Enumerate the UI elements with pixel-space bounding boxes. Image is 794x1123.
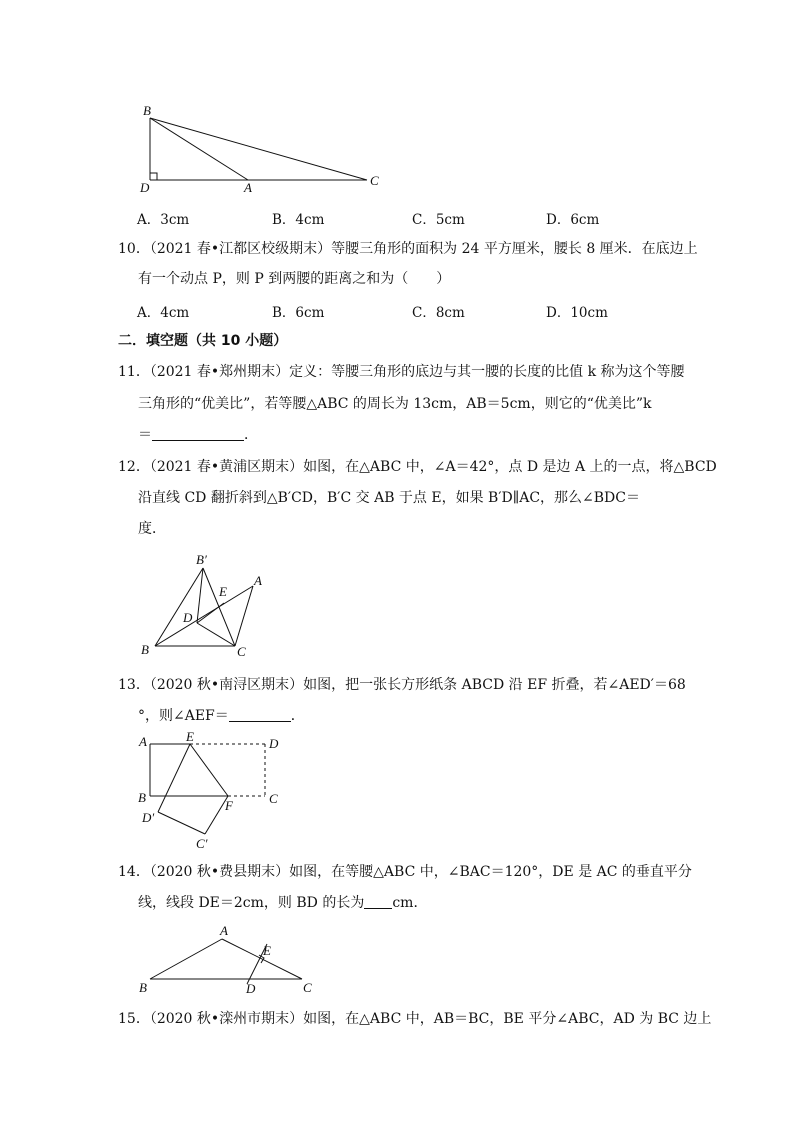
label-A: A [254, 573, 262, 588]
label-B-prime: B′ [196, 552, 207, 567]
label-D: D [246, 981, 256, 996]
label-A: A [220, 923, 228, 938]
label-C: C [303, 980, 312, 995]
q12-line-1: 12．（2021 春•黄浦区期末）如图，在△ABC 中，∠A＝42°，点 D 是边 A 上的一点，将△BCD [118, 459, 717, 475]
q11-line-2: 三角形的“优美比”，若等腰△ABC 的周长为 13cm，AB＝5cm，则它的“优美比”k [138, 396, 652, 412]
figure-q14 [132, 922, 322, 997]
label-B: B [141, 642, 149, 657]
label-D: D [269, 736, 279, 751]
label-A: A [244, 180, 252, 195]
q14-unit: cm． [392, 895, 428, 911]
q11-equals: ＝ [138, 427, 152, 443]
q10-option-c: C．8cm [412, 305, 465, 321]
q14-line-2-prefix: 线，线段 DE＝2cm，则 BD 的长为 [138, 895, 365, 911]
label-E: E [186, 730, 194, 744]
figure-q13 [132, 730, 287, 855]
label-C: C [237, 644, 246, 659]
q11-line-3 [138, 426, 258, 444]
label-B: B [139, 980, 147, 995]
label-E: E [263, 943, 271, 958]
q12-line-3: 度． [138, 521, 166, 537]
q11-period: ． [244, 427, 258, 443]
label-B: B [138, 790, 146, 805]
label-B: B [143, 103, 151, 118]
label-C: C [269, 791, 278, 806]
q9-option-c: C．5cm [412, 212, 465, 228]
q14-line-2 [138, 894, 427, 912]
q10-option-d: D．10cm [546, 305, 608, 321]
q14-line-1: 14．（2020 秋•费县期末）如图，在等腰△ABC 中，∠BAC＝120°，DE 是 AC 的垂直平分 [118, 864, 692, 880]
q9-option-d: D．6cm [546, 212, 600, 228]
q10-option-b: B．6cm [272, 305, 325, 321]
q13-line-2-prefix: °，则∠AEF＝ [138, 708, 229, 724]
label-A: A [139, 734, 147, 749]
q10-line-1: 10．（2021 春•江都区校级期末）等腰三角形的面积为 24 平方厘米，腰长 8 厘米．在底边上 [118, 241, 698, 257]
label-D: D [140, 180, 150, 195]
q13-period: ． [290, 708, 305, 724]
figure-q12 [135, 548, 275, 660]
q9-option-b: B．4cm [272, 212, 325, 228]
label-F: F [225, 798, 233, 813]
section-heading-fill-blank: 二．填空题（共 10 小题） [118, 333, 288, 349]
q10-line-2: 有一个动点 P，则 P 到两腰的距离之和为（ ） [138, 271, 451, 287]
q9-option-a: A．3cm [137, 212, 190, 228]
q13-line-1: 13．（2020 秋•南浔区期末）如图，把一张长方形纸条 ABCD 沿 EF 折叠，若∠AED′＝68 [118, 677, 686, 693]
figure-q9 [130, 98, 390, 198]
q15-line-1: 15．（2020 秋•滦州市期末）如图，在△ABC 中，AB＝BC，BE 平分∠ABC，AD 为 BC 边上 [118, 1011, 712, 1027]
label-D: D [183, 610, 193, 625]
label-C-prime: C′ [196, 836, 208, 851]
q13-line-2 [138, 707, 305, 725]
q13-answer-blank[interactable] [229, 707, 291, 722]
q14-answer-blank[interactable] [364, 894, 392, 909]
label-D-prime: D′ [142, 810, 155, 825]
q10-option-a: A．4cm [137, 305, 190, 321]
q12-line-2: 沿直线 CD 翻折斜到△B′CD，B′C 交 AB 于点 E，如果 B′D∥AC，那么∠BDC＝ [138, 490, 640, 506]
label-C: C [370, 173, 379, 188]
q11-answer-blank[interactable] [152, 426, 244, 441]
label-E: E [219, 584, 227, 599]
q11-line-1: 11．（2021 春•郑州期末）定义：等腰三角形的底边与其一腰的长度的比值 k 称为这个等腰 [118, 364, 685, 380]
